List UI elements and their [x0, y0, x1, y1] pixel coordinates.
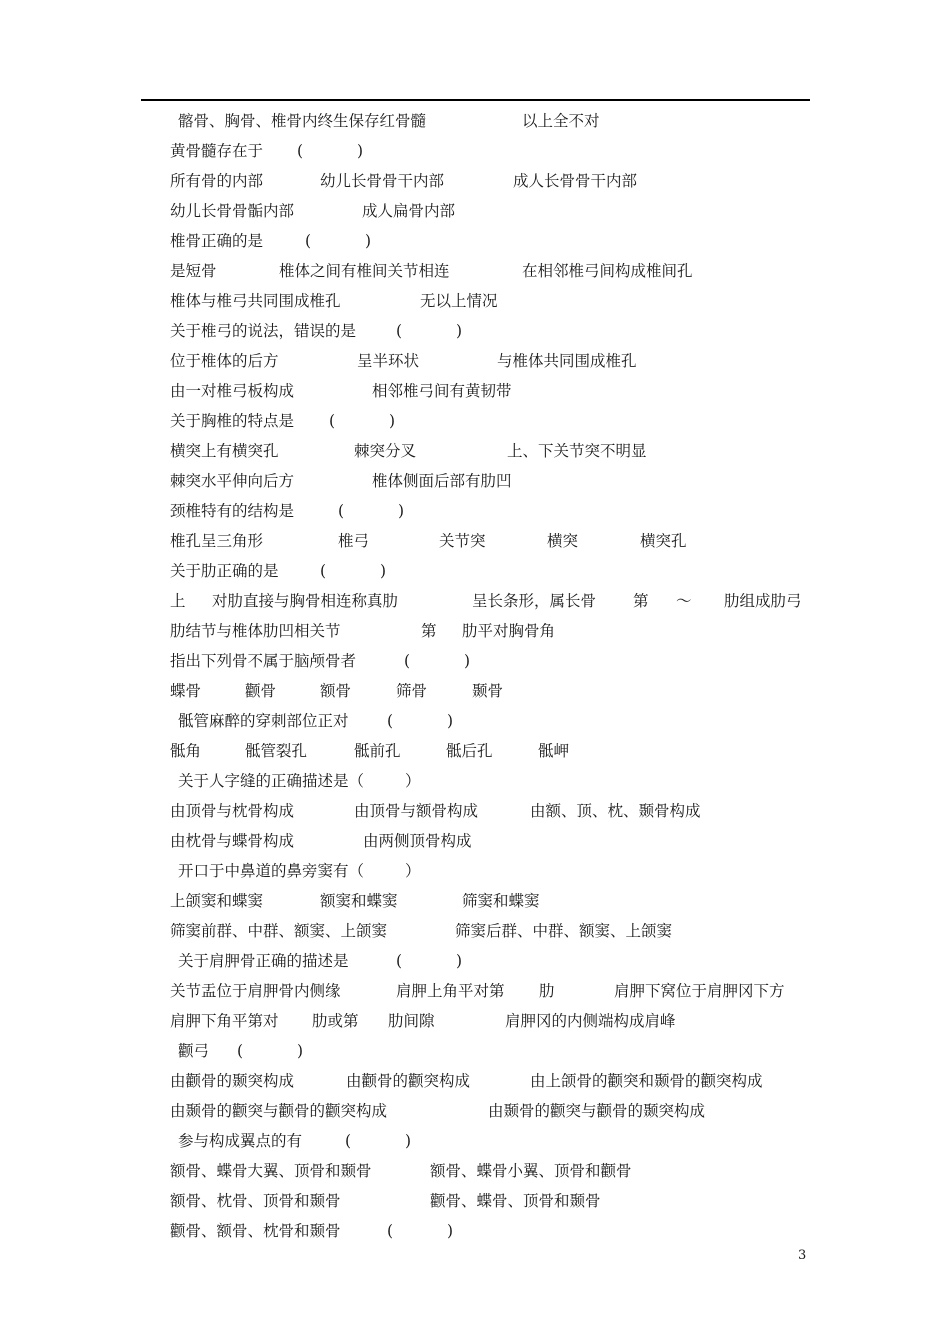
text-segment: )	[405, 1132, 412, 1150]
text-line	[0, 1066, 950, 1096]
text-segment: 由枕骨与蝶骨构成	[170, 832, 295, 850]
text-segment: 肩胛下角平第对	[170, 1012, 279, 1030]
text-segment: 由额、顶、枕、颞骨构成	[530, 802, 701, 820]
text-line	[0, 436, 950, 466]
text-segment: 由顶骨与枕骨构成	[170, 802, 295, 820]
text-segment: 棘突水平伸向后方	[170, 472, 295, 490]
text-segment: 上、下关节突不明显	[507, 442, 647, 460]
text-segment: 由颞骨的颧突与颧骨的颞突构成	[488, 1102, 706, 1120]
text-segment: ）	[405, 862, 421, 880]
text-line	[0, 1006, 950, 1036]
text-segment: (	[338, 502, 345, 520]
text-segment: 关于椎弓的说法，错误的是	[170, 322, 357, 340]
text-segment: 颞骨	[472, 682, 504, 700]
text-line	[0, 526, 950, 556]
text-segment: 肩胛上角平对第	[396, 982, 505, 1000]
text-line	[0, 616, 950, 646]
text-segment: 棘突分叉	[354, 442, 417, 460]
text-segment: 黄骨髓存在于	[170, 142, 264, 160]
text-segment: 额骨、蝶骨大翼、顶骨和颞骨	[170, 1162, 372, 1180]
text-segment: ）	[405, 772, 421, 790]
text-segment: 幼儿长骨骨骺内部	[170, 202, 295, 220]
text-segment: 骶管麻醉的穿刺部位正对	[178, 712, 349, 730]
text-line	[0, 856, 950, 886]
text-line	[0, 736, 950, 766]
text-segment: 成人扁骨内部	[362, 202, 456, 220]
text-segment: 肋结节与椎体肋凹相关节	[170, 622, 341, 640]
text-segment: 关于胸椎的特点是	[170, 412, 295, 430]
text-segment: 肋或第	[312, 1012, 359, 1030]
text-line	[0, 226, 950, 256]
text-line	[0, 646, 950, 676]
text-segment: 呈半环状	[357, 352, 420, 370]
text-segment: 椎体与椎弓共同围成椎孔	[170, 292, 341, 310]
text-line	[0, 256, 950, 286]
text-line	[0, 796, 950, 826]
text-segment: 额骨	[320, 682, 352, 700]
text-segment: )	[447, 1222, 454, 1240]
text-segment: 肋	[539, 982, 555, 1000]
text-segment: (	[345, 1132, 352, 1150]
text-segment: 由顶骨与额骨构成	[354, 802, 479, 820]
text-segment: 关节突	[439, 532, 486, 550]
text-segment: 骶前孔	[354, 742, 401, 760]
text-segment: 椎体之间有椎间关节相连	[279, 262, 450, 280]
text-segment: 上	[170, 592, 186, 610]
text-segment: 颧骨	[245, 682, 277, 700]
text-segment: (	[396, 322, 403, 340]
text-line	[0, 976, 950, 1006]
text-segment: 与椎体共同围成椎孔	[497, 352, 637, 370]
text-segment: 关于肋正确的是	[170, 562, 279, 580]
text-segment: )	[464, 652, 471, 670]
text-line	[0, 916, 950, 946]
text-segment: 蝶骨	[170, 682, 202, 700]
text-line	[0, 136, 950, 166]
text-line	[0, 466, 950, 496]
text-line	[0, 676, 950, 706]
text-line	[0, 166, 950, 196]
text-segment: )	[365, 232, 372, 250]
text-segment: (	[387, 1222, 394, 1240]
text-segment: (	[404, 652, 411, 670]
text-segment: 肩胛下窝位于肩胛冈下方	[614, 982, 785, 1000]
text-segment: (	[387, 712, 394, 730]
text-segment: 筛窦后群、中群、额窦、上颌窦	[455, 922, 673, 940]
header-rule	[141, 99, 810, 101]
text-segment: )	[456, 952, 463, 970]
text-segment: 额骨、蝶骨小翼、顶骨和颧骨	[430, 1162, 632, 1180]
text-line	[0, 826, 950, 856]
text-segment: 颧骨、额骨、枕骨和颞骨	[170, 1222, 341, 1240]
text-segment: (	[396, 952, 403, 970]
text-segment: 椎弓	[338, 532, 370, 550]
text-segment: 肋间隙	[388, 1012, 435, 1030]
text-segment: 骶角	[170, 742, 202, 760]
text-segment: 所有骨的内部	[170, 172, 264, 190]
text-segment: 指出下列骨不属于脑颅骨者	[170, 652, 357, 670]
text-line	[0, 406, 950, 436]
text-segment: 筛骨	[396, 682, 428, 700]
text-line	[0, 316, 950, 346]
text-segment: 第	[633, 592, 649, 610]
text-segment: 关节盂位于肩胛骨内侧缘	[170, 982, 341, 1000]
text-segment: )	[389, 412, 396, 430]
text-segment: 相邻椎弓间有黄韧带	[372, 382, 512, 400]
text-segment: 由两侧顶骨构成	[363, 832, 472, 850]
text-line	[0, 946, 950, 976]
text-segment: 筛窦前群、中群、额窦、上颌窦	[170, 922, 388, 940]
text-segment: 骶岬	[538, 742, 570, 760]
text-segment: 椎体侧面后部有肋凹	[372, 472, 512, 490]
text-segment: 颈椎特有的结构是	[170, 502, 295, 520]
question-list	[0, 106, 950, 1246]
text-segment: )	[357, 142, 364, 160]
text-segment: 横突孔	[640, 532, 687, 550]
text-segment: 在相邻椎弓间构成椎间孔	[522, 262, 693, 280]
text-segment: 上颌窦和蝶窦	[170, 892, 264, 910]
text-segment: 筛窦和蝶窦	[462, 892, 540, 910]
text-segment: (	[305, 232, 312, 250]
text-segment: )	[447, 712, 454, 730]
text-segment: 横突上有横突孔	[170, 442, 279, 460]
text-segment: 呈长条形，属长骨	[472, 592, 597, 610]
text-segment: )	[456, 322, 463, 340]
text-line	[0, 1156, 950, 1186]
text-segment: 以上全不对	[522, 112, 600, 130]
text-segment: 额窦和蝶窦	[320, 892, 398, 910]
text-line	[0, 1096, 950, 1126]
text-segment: 肋平对胸骨角	[462, 622, 556, 640]
text-segment: )	[380, 562, 387, 580]
text-segment: 由颞骨的颧突与颧骨的颧突构成	[170, 1102, 388, 1120]
text-segment: ～	[676, 592, 692, 610]
text-segment: 成人长骨骨干内部	[513, 172, 638, 190]
text-segment: 肋组成肋弓	[724, 592, 802, 610]
text-segment: 髂骨、胸骨、椎骨内终生保存红骨髓	[178, 112, 427, 130]
text-segment: 颧弓	[178, 1042, 210, 1060]
text-segment: 颧骨、蝶骨、顶骨和颞骨	[430, 1192, 601, 1210]
text-line	[0, 586, 950, 616]
text-segment: 骶管裂孔	[245, 742, 308, 760]
text-line	[0, 1036, 950, 1066]
text-segment: 关于人字缝的正确描述是（	[178, 772, 365, 790]
text-segment: (	[297, 142, 304, 160]
text-segment: 开口于中鼻道的鼻旁窦有（	[178, 862, 365, 880]
text-segment: 无以上情况	[420, 292, 498, 310]
text-line	[0, 1186, 950, 1216]
text-segment: (	[320, 562, 327, 580]
text-line	[0, 106, 950, 136]
text-line	[0, 286, 950, 316]
text-segment: )	[398, 502, 405, 520]
text-segment: (	[237, 1042, 244, 1060]
text-segment: 骶后孔	[446, 742, 493, 760]
text-line	[0, 766, 950, 796]
text-segment: 额骨、枕骨、顶骨和颞骨	[170, 1192, 341, 1210]
text-segment: 对肋直接与胸骨相连称真肋	[212, 592, 399, 610]
text-segment: 位于椎体的后方	[170, 352, 279, 370]
text-segment: 是短骨	[170, 262, 217, 280]
text-segment: 椎孔呈三角形	[170, 532, 264, 550]
text-segment: 第	[421, 622, 437, 640]
text-segment: (	[329, 412, 336, 430]
text-line	[0, 196, 950, 226]
text-line	[0, 556, 950, 586]
text-segment: 参与构成翼点的有	[178, 1132, 303, 1150]
text-line	[0, 1126, 950, 1156]
text-line	[0, 376, 950, 406]
text-segment: 由颧骨的颞突构成	[170, 1072, 295, 1090]
text-line	[0, 886, 950, 916]
text-segment: 由一对椎弓板构成	[170, 382, 295, 400]
text-line	[0, 496, 950, 526]
text-segment: 幼儿长骨骨干内部	[320, 172, 445, 190]
text-segment: 关于肩胛骨正确的描述是	[178, 952, 349, 970]
text-line	[0, 706, 950, 736]
text-line	[0, 1216, 950, 1246]
page-number: 3	[798, 1248, 807, 1263]
text-segment: 横突	[547, 532, 579, 550]
text-segment: 椎骨正确的是	[170, 232, 264, 250]
text-segment: 肩胛冈的内侧端构成肩峰	[505, 1012, 676, 1030]
text-segment: 由上颌骨的颧突和颞骨的颧突构成	[530, 1072, 763, 1090]
text-segment: )	[297, 1042, 304, 1060]
text-line	[0, 346, 950, 376]
text-segment: 由颧骨的颧突构成	[346, 1072, 471, 1090]
